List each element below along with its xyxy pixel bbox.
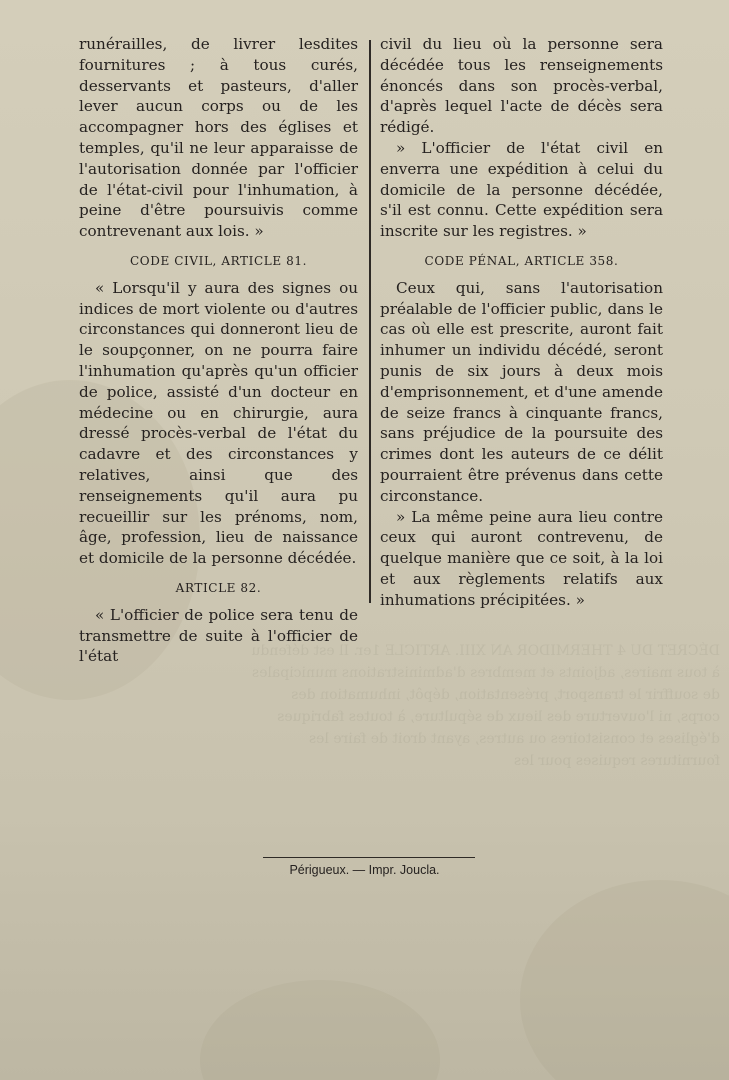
left-column [79, 34, 358, 667]
column-divider [369, 40, 371, 603]
left-paragraph-2: « Lorsqu'il y aura des signes ou indices de mort violente ou d'autres circonstances qui donneront lieu de le soupçonner, on ne pourra faire l'inhumation qu'après qu'un officier de police, assisté d'un docteur en médecine ou en chirurgie, aura dressé procès-verbal de l'état du cadavre et des circonstances y relatives, ainsi que des renseignements qu'il aura pu recueillir sur les prénoms, nom, âge, profession, lieu de naissance et domicile de la personne décédée. [79, 278, 358, 568]
right-column [380, 34, 663, 611]
right-paragraph-1: civil du lieu où la personne sera décédée tous les renseignements énoncés dans son procès-verbal, d'après lequel l'acte de décès sera rédigé. [380, 35, 663, 137]
left-paragraph-3: « L'officier de police sera tenu de transmettre de suite à l'officier de l'état [79, 605, 358, 666]
paper-stain [200, 980, 440, 1080]
heading-code-penal-358: CODE PÉNAL, ARTICLE 358. [424, 253, 619, 268]
paper-stain [520, 880, 729, 1080]
right-paragraph-3: Ceux qui, sans l'autorisation préalable de l'officier public, dans le cas où elle est prescrite, auront fait inhumer un individu décédé, seront punis de six jours à deux mois d'emprisonnement, et d'une amende de seize francs à cinquante francs, sans préjudice de la poursuite des crimes dont les auteurs de ce délit pourraient être prévenus dans cette circonstance. [380, 278, 663, 505]
printer-imprint: Périgueux. — Impr. Joucla. [289, 863, 440, 877]
left-paragraph-1: runérailles, de livrer lesdites fournitures ; à tous curés, desservants et pasteurs, d'aller lever aucun corps ou de les accompagner hors des églises et temples, qu'il ne leur apparaisse de l'autorisation donnée par l'officier de l'état-civil pour l'inhumation, à peine d'être poursuivis comme contrevenant aux lois. » [79, 35, 358, 241]
right-paragraph-4: » La même peine aura lieu contre ceux qui auront contrevenu, de quelque manière que ce soit, à la loi et aux règlements relatifs aux inhumations précipitées. » [380, 507, 663, 609]
right-paragraph-2: » L'officier de l'état civil en enverra une expédition à celui du domicile de la personne décédée, s'il est connu. Cette expédition sera inscrite sur les registres. » [380, 138, 663, 241]
heading-code-civil-81: CODE CIVIL, ARTICLE 81. [130, 253, 307, 268]
heading-article-82: ARTICLE 82. [175, 580, 262, 595]
bleed-through-text: DÉCRET DU 4 THERMIDOR AN XIII. ARTICLE 1er. Il est défendu à tous maires, adjoints et membres d'administrations municipales de souffrir le transport, présentation, dépôt, inhumation des corps, ni l'ouverture des lieux de sépulture, à toutes fabriques d'églises et consistoires ou autres, ayant droit de faire les fournitures requises pour les [251, 643, 720, 769]
footer-rule [263, 857, 475, 858]
